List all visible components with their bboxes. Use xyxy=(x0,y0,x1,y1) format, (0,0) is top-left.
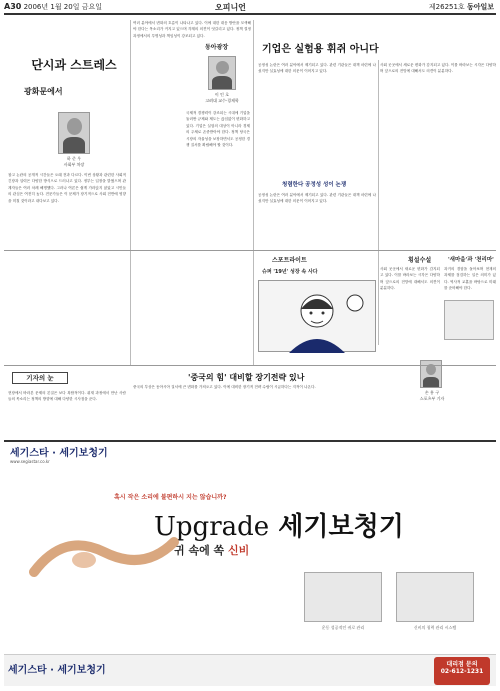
ad-footer xyxy=(4,654,496,686)
col6-title: '새마을'과 '천리마' xyxy=(448,257,494,263)
section-rule xyxy=(4,365,496,366)
col3-author-role: 고려대 교수·경제학 xyxy=(205,98,239,103)
section-rule xyxy=(4,250,496,251)
col3-author-photo xyxy=(208,56,236,90)
col1-author-photo xyxy=(58,112,90,154)
page-number: A30 2006년 1월 20일 금요일 xyxy=(4,2,102,11)
ad-headline xyxy=(154,506,404,543)
col1-kicker: 광화문에서 xyxy=(24,87,63,96)
col2-body: 여러 분야에서 변화의 흐름이 나타나고 있다. 이에 대한 대응 방안을 모색해야 한다는 목소리가 커지고 있으며 각계의 의견이 엇갈리고 있다. 정책 결정 과정에서의 투명성과 책임성이 강조되고 있다. xyxy=(133,21,251,38)
ad-brand: 세기스타 · 세기보청기 xyxy=(10,448,108,459)
paper-masthead: 제26251호 동아일보 xyxy=(428,3,494,11)
ad-thumbnail-1: 운동 성공적인 귀로 관리 xyxy=(304,572,382,622)
col5-body: 사회 곳곳에서 새로운 변화가 감지되고 있다. 이를 바라보는 시각은 다양하며 앞으로의 전망에 대해서도 의견이 분분하다. xyxy=(380,267,440,291)
col4-body-top: 공정성 논란은 여러 분야에서 제기되고 있다. 관련 기관들은 대책 마련에 나섰지만 실효성에 대한 의문이 이어지고 있다. xyxy=(258,63,376,74)
col1-title: 단시과 스트레스 xyxy=(31,58,117,72)
ad-thumbnail-2: 신비의 청력 관리 시스템 xyxy=(396,572,474,622)
col5-body-top: 사회 곳곳에서 새로운 변화가 감지되고 있다. 이를 바라보는 시각은 다양하며 앞으로의 전망에 대해서도 의견이 분분하다. xyxy=(380,63,496,74)
col3-body: 국제적 경쟁력이 강조되는 시대에 기업을 둘러싼 규제와 제도는 끊임없이 변화하고 있다. 기업은 실험의 대상이 아니라 경제의 주체로 존중받아야 한다. 정책 당국은 시장의 자율성을 보장하면서도 공정한 경쟁 질서를 확립해야 할 것이다. xyxy=(186,111,250,148)
col5-kicker: 횡설수설 xyxy=(408,257,432,264)
section-title: 오피니언 xyxy=(215,3,246,12)
col3-headline: 기업은 실험용 휘쥐 아니다 xyxy=(262,44,379,55)
cartoon-title: 슈퍼 '19년' 성장 속 사다 xyxy=(262,269,318,275)
bottom-mid-title: '중국의 힘' 대비할 장기전략 있나 xyxy=(188,372,305,382)
col-divider xyxy=(253,20,254,365)
ad-subheadline: 귀 속에 쏙 신비 xyxy=(174,544,250,557)
ear-illustration xyxy=(24,522,184,592)
bottom-left-kicker-box xyxy=(12,372,68,384)
cartoon-illustration xyxy=(258,280,376,352)
col-divider xyxy=(378,60,379,345)
ad-url: www.segiastar.co.kr xyxy=(10,459,50,464)
col3-kicker: 동아광장 xyxy=(205,44,229,51)
ad-logo-bar xyxy=(10,444,180,468)
col4-title: 청렴한다 공정성 성이 논쟁 xyxy=(282,182,347,188)
col3-author-name: 이 인 호 xyxy=(214,92,230,97)
col1-author-role: 사회부 차장 xyxy=(63,162,85,167)
ad-phone-box: 대리점 문의 02-612-1231 xyxy=(434,657,490,685)
ad-tagline: 혹시 작은 소리에 불편하시 지는 않습니까? xyxy=(114,494,227,501)
ad-headline-en: Upgrade xyxy=(154,512,270,542)
bottom-left-body: 현장에서 바라본 문제의 본질은 보다 복합적이다. 취재 과정에서 만난 사람들의 목소리는 정책의 방향에 대해 다양한 시사점을 준다. xyxy=(8,391,126,402)
cartoon-author-role: 스포츠부 기자 xyxy=(419,396,445,401)
ad-headline-ko: 세기보청기 xyxy=(278,512,404,542)
hearing-aid-ad xyxy=(4,440,496,686)
cartoon-author-name: 손 흥 구 xyxy=(424,390,440,395)
bottom-mid-body: 중국의 부상은 동아시아 질서에 큰 변화를 가져오고 있다. 이에 대비한 장기적 전략 수립이 시급하다는 지적이 나온다. xyxy=(133,385,316,389)
col1-body: 참고 논란의 공개적 시간들은 오래 전과 다르다. 이번 상황과 관련한 사회적 긴장과 압력은 다양한 방식으로 드러나고 있다. 정부는 입장을 밝혔으며 관계자들은 여러 차례 해명했다. 그러나 여론은 쉽게 가라앉지 않았고 시민들의 관심은 여전히 높다. 전문가들은 이 문제가 장기적으로 사회 전반에 영향을 미칠 것이라고 내다보고 있다. xyxy=(8,173,126,203)
col1-title-box xyxy=(20,56,128,78)
cartoon-kicker: 스포트라이트 xyxy=(272,257,307,264)
col6-body: 과거의 경험을 돌아보며 현재의 과제를 점검하는 일은 의미가 있다. 역사적 교훈을 바탕으로 미래를 준비해야 한다. xyxy=(444,267,496,291)
ad-footer-brand: 세기스타 · 세기보청기 xyxy=(8,665,106,676)
issue-date: 2006년 1월 20일 금요일 xyxy=(23,3,102,11)
col1-author-name: 하 준 우 xyxy=(66,156,82,161)
bottom-left-kicker: 기자의 눈 xyxy=(26,374,54,382)
col4-body: 공정성 논란은 여러 분야에서 제기되고 있다. 관련 기관들은 대책 마련에 나섰지만 실효성에 대한 의문이 이어지고 있다. xyxy=(258,193,376,204)
col-divider xyxy=(130,20,131,365)
header-rule xyxy=(4,13,496,15)
col6-illustration xyxy=(444,300,494,340)
